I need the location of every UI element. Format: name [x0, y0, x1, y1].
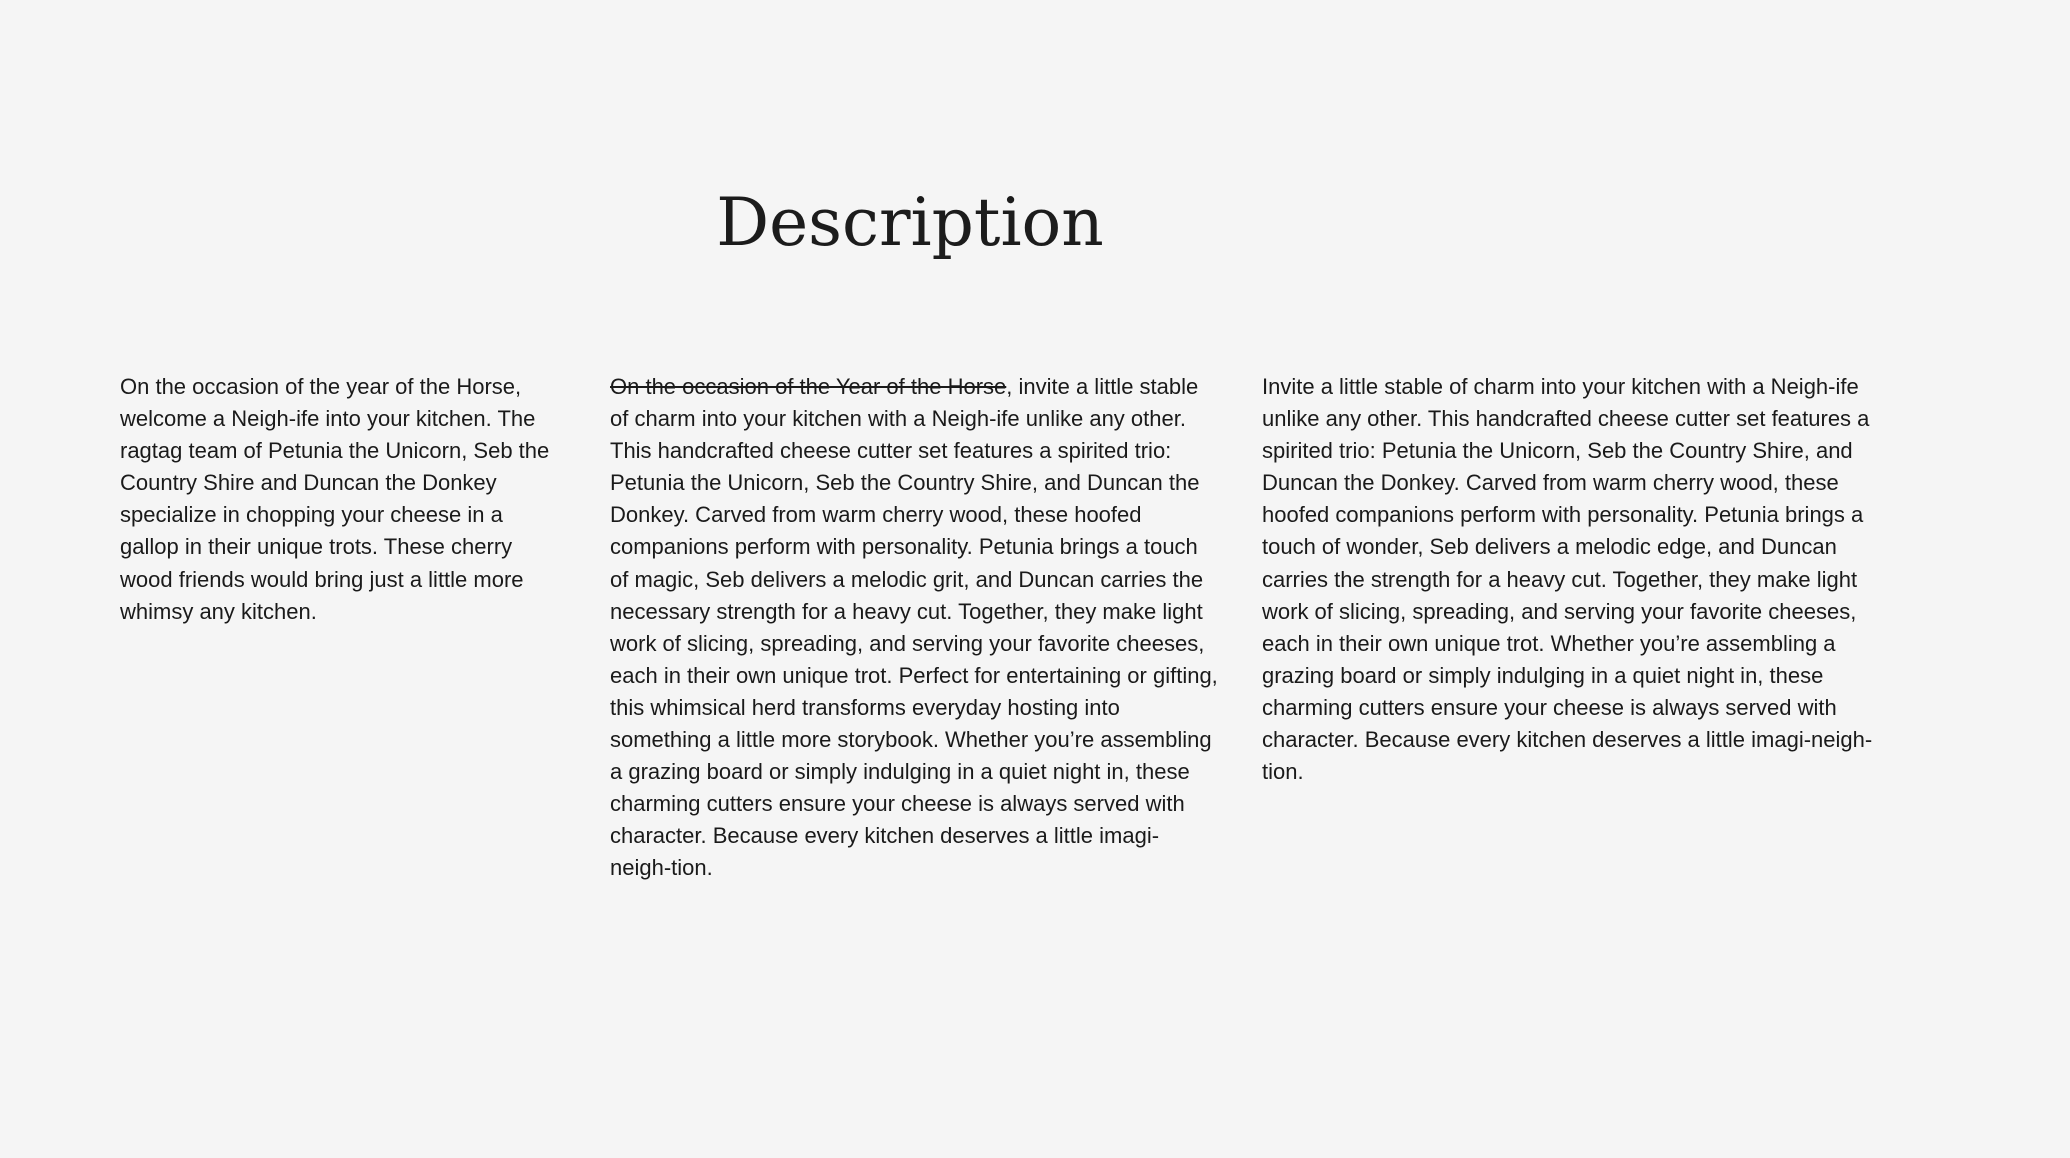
description-draft-2 [610, 371, 1220, 885]
description-final: Invite a little stable of charm into your kitchen with a Neigh-ife unlike any other. This handcrafted cheese cutter set features a spirited trio: Petunia the Unicorn, Seb the Country Shire, and Duncan the Donkey. Carved from warm cherry wood, these hoofed companions perform with personality. Petunia brings a touch of wonder, Seb delivers a melodic edge, and Duncan carries the strength for a heavy cut. Together, they make light work of slicing, spreading, and serving your favorite cheeses, each in their own unique trot. Whether you’re assembling a grazing board or simply indulging in a quiet night in, these charming cutters ensure your cheese is always served with character. Because every kitchen deserves a little imagi-neigh-tion. [1262, 374, 1873, 785]
page-title: Description [716, 184, 1104, 261]
description-draft-1: On the occasion of the year of the Horse, welcome a Neigh-ife into your kitchen. The ragtag team of Petunia the Unicorn, Seb the Country Shire and Duncan the Donkey specialize in chopping your cheese in a gallop in their unique trots. These cherry wood friends would bring just a little more whimsy any kitchen. [120, 374, 550, 624]
description-draft-2-body: , invite a little stable of charm into your kitchen with a Neigh-ife unlike any other. This handcrafted cheese cutter set features a spirited trio: Petunia the Unicorn, Seb the Country Shire, and Duncan the Donkey. Carved from warm cherry wood, these hoofed companions perform with personality. Petunia brings a touch of magic, Seb delivers a melodic grit, and Duncan carries the necessary strength for a heavy cut. Together, they make light work of slicing, spreading, and serving your favorite cheeses, each in their own unique trot. Perfect for entertaining or gifting, this whimsical herd transforms everyday hosting into something a little more storybook. Whether you’re assembling a grazing board or simply indulging in a quiet night in, these charming cutters ensure your cheese is always served with character. Because every kitchen deserves a little imagi-neigh-tion. [610, 374, 1218, 881]
struck-phrase: On the occasion of the Year of the Horse [610, 374, 1007, 399]
